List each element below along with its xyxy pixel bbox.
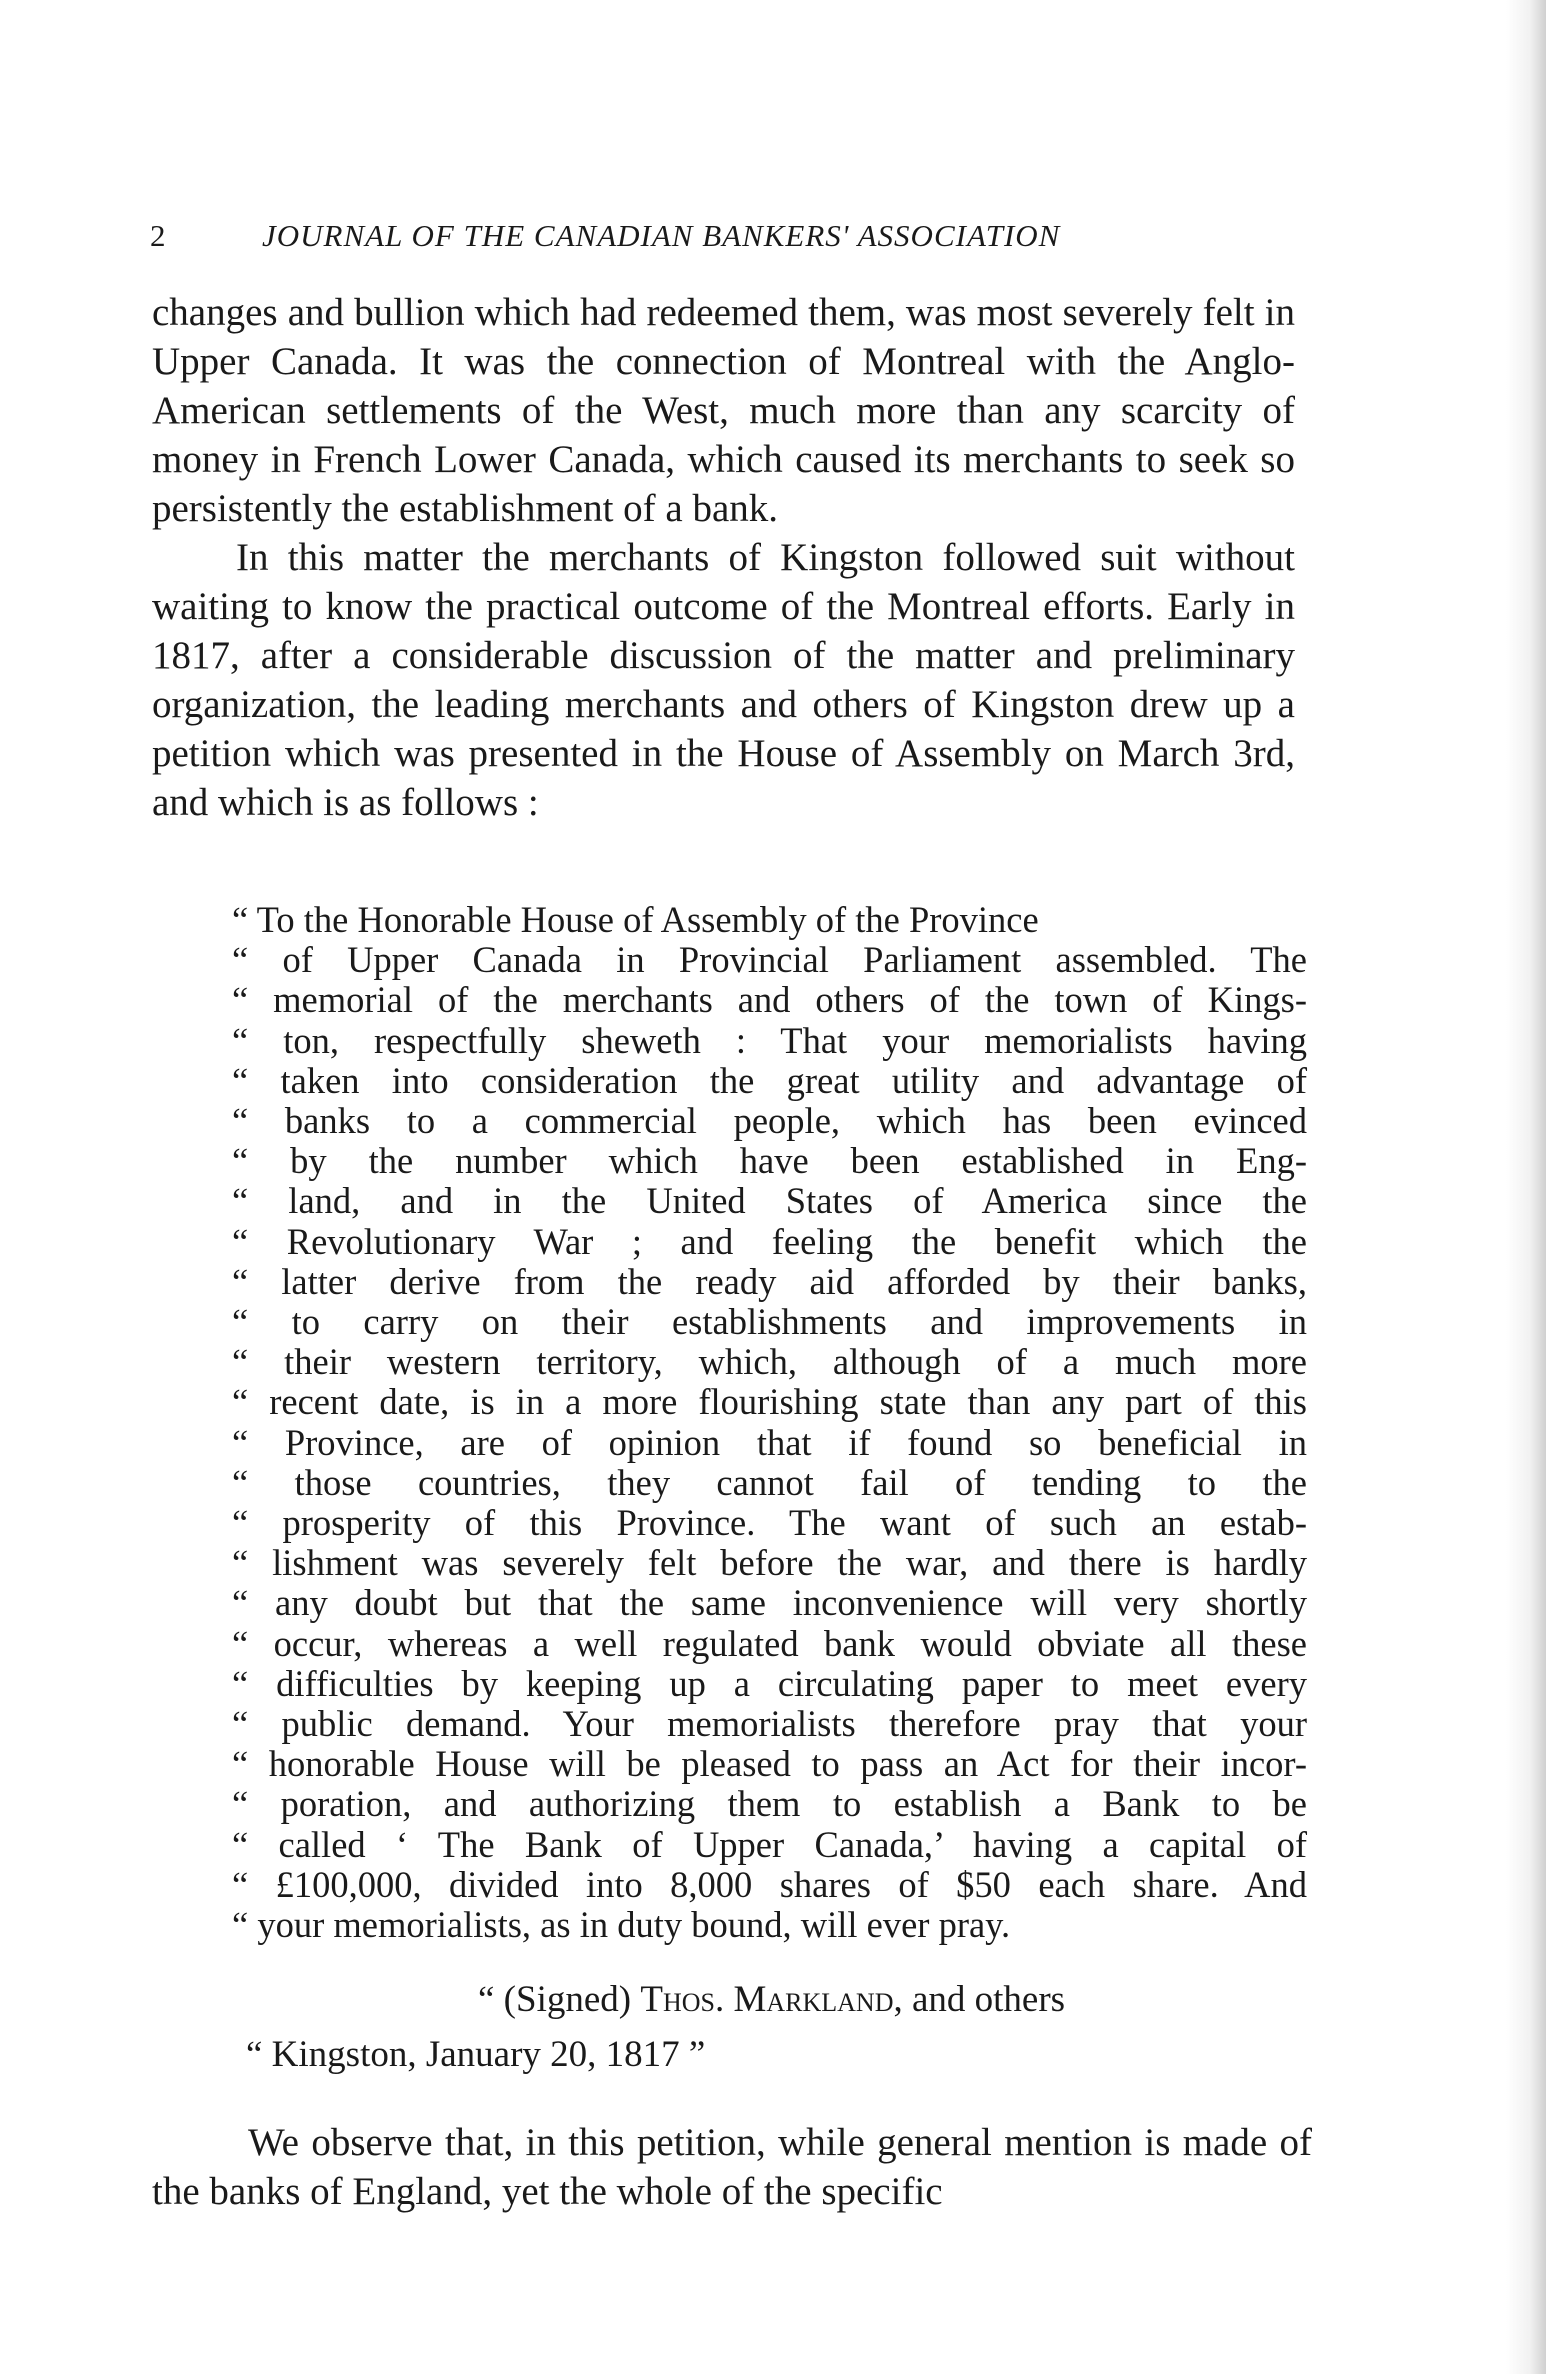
memorial-line: “ prosperity of this Province. The want of such an estab-	[232, 1502, 1307, 1544]
memorial-line: “ to carry on their establishments and improvements in	[232, 1301, 1307, 1343]
memorial-line: “ taken into consideration the great utility and advantage of	[232, 1059, 1307, 1101]
paragraph-kingston: In this matter the merchants of Kingston followed suit without waiting to know the practical outcome of the Montreal efforts. Early in 1817, after a considerable discussion of the matter and preliminary organization, the leading merchants and others of Kingston drew up a petition which was presented in the House of Assembly on March 3rd, and which is as follows :	[152, 536, 1295, 824]
memorial-line: “ those countries, they cannot fail of tending to the	[232, 1461, 1307, 1503]
journal-title: JOURNAL OF THE CANADIAN BANKERS' ASSOCIATION	[262, 218, 1061, 253]
running-head	[150, 218, 1250, 264]
memorial-line: “ banks to a commercial people, which has been evinced	[232, 1100, 1307, 1142]
memorial-line: “ of Upper Canada in Provincial Parliament assembled. The	[232, 939, 1307, 981]
memorial-line: “ Revolutionary War ; and feeling the benefit which the	[232, 1220, 1307, 1262]
memorial-line: “ called ‘ The Bank of Upper Canada,’ having a capital of	[232, 1823, 1307, 1865]
memorial-line: “ difficulties by keeping up a circulating paper to meet every	[232, 1662, 1307, 1704]
paragraph-closing: We observe that, in this petition, while general mention is made of the banks of England, yet the whole of the specific	[152, 2121, 1312, 2213]
place-date: “ Kingston, January 20, 1817 ”	[246, 2034, 706, 2075]
memorial-line: “ memorial of the merchants and others of the town of Kings-	[232, 979, 1307, 1021]
memorial-line: “ Province, are of opinion that if found so beneficial in	[232, 1421, 1307, 1463]
memorial-line: “ latter derive from the ready aid afforded by their banks,	[232, 1260, 1307, 1302]
closing-text	[152, 2118, 1312, 2216]
signature-line	[478, 1978, 1298, 2022]
signature-prefix: “ (Signed)	[478, 1979, 641, 2020]
memorial-line: “ recent date, is in a more flourishing state than any part of this	[232, 1381, 1307, 1423]
memorial-line: “ any doubt but that the same inconvenience will very shortly	[232, 1582, 1307, 1624]
memorial-line: “ ton, respectfully sheweth : That your memorialists having	[232, 1019, 1307, 1061]
memorial-line: “ by the number which have been established in Eng-	[232, 1140, 1307, 1182]
memorial-line: “ poration, and authorizing them to establish a Bank to be	[232, 1783, 1307, 1825]
memorial-line: “ To the Honorable House of Assembly of the Province	[232, 899, 1039, 940]
memorial-line: “ public demand. Your memorialists therefore pray that your	[232, 1703, 1307, 1745]
memorial-line: “ £100,000, divided into 8,000 shares of $50 each share. And	[232, 1863, 1307, 1905]
memorial-line: “ occur, whereas a well regulated bank would obviate all these	[232, 1622, 1307, 1664]
memorial-line: “ lishment was severely felt before the war, and there is hardly	[232, 1542, 1307, 1584]
memorial-line: “ land, and in the United States of America since the	[232, 1180, 1307, 1222]
paragraph-continuation: changes and bullion which had redeemed them, was most severely felt in Upper Canada. It was the connection of Montreal with the Anglo-American settlements of the West, much more than any scarcity of money in French Lower Canada, which caused its merchants to seek so persistently the establishment of a bank.	[152, 291, 1295, 530]
memorial-quotation	[232, 900, 1307, 1945]
page-edge-shadow	[1506, 0, 1546, 2374]
page-number: 2	[150, 218, 167, 253]
signature-name: Thos. Markland	[640, 1979, 894, 2020]
body-text	[152, 288, 1295, 827]
memorial-line: “ honorable House will be pleased to pass an Act for their incor-	[232, 1743, 1307, 1785]
memorial-line: “ your memorialists, as in duty bound, will ever pray.	[232, 1904, 1011, 1946]
memorial-line: “ their western territory, which, although of a much more	[232, 1341, 1307, 1383]
signature-suffix: , and others	[893, 1979, 1066, 2020]
